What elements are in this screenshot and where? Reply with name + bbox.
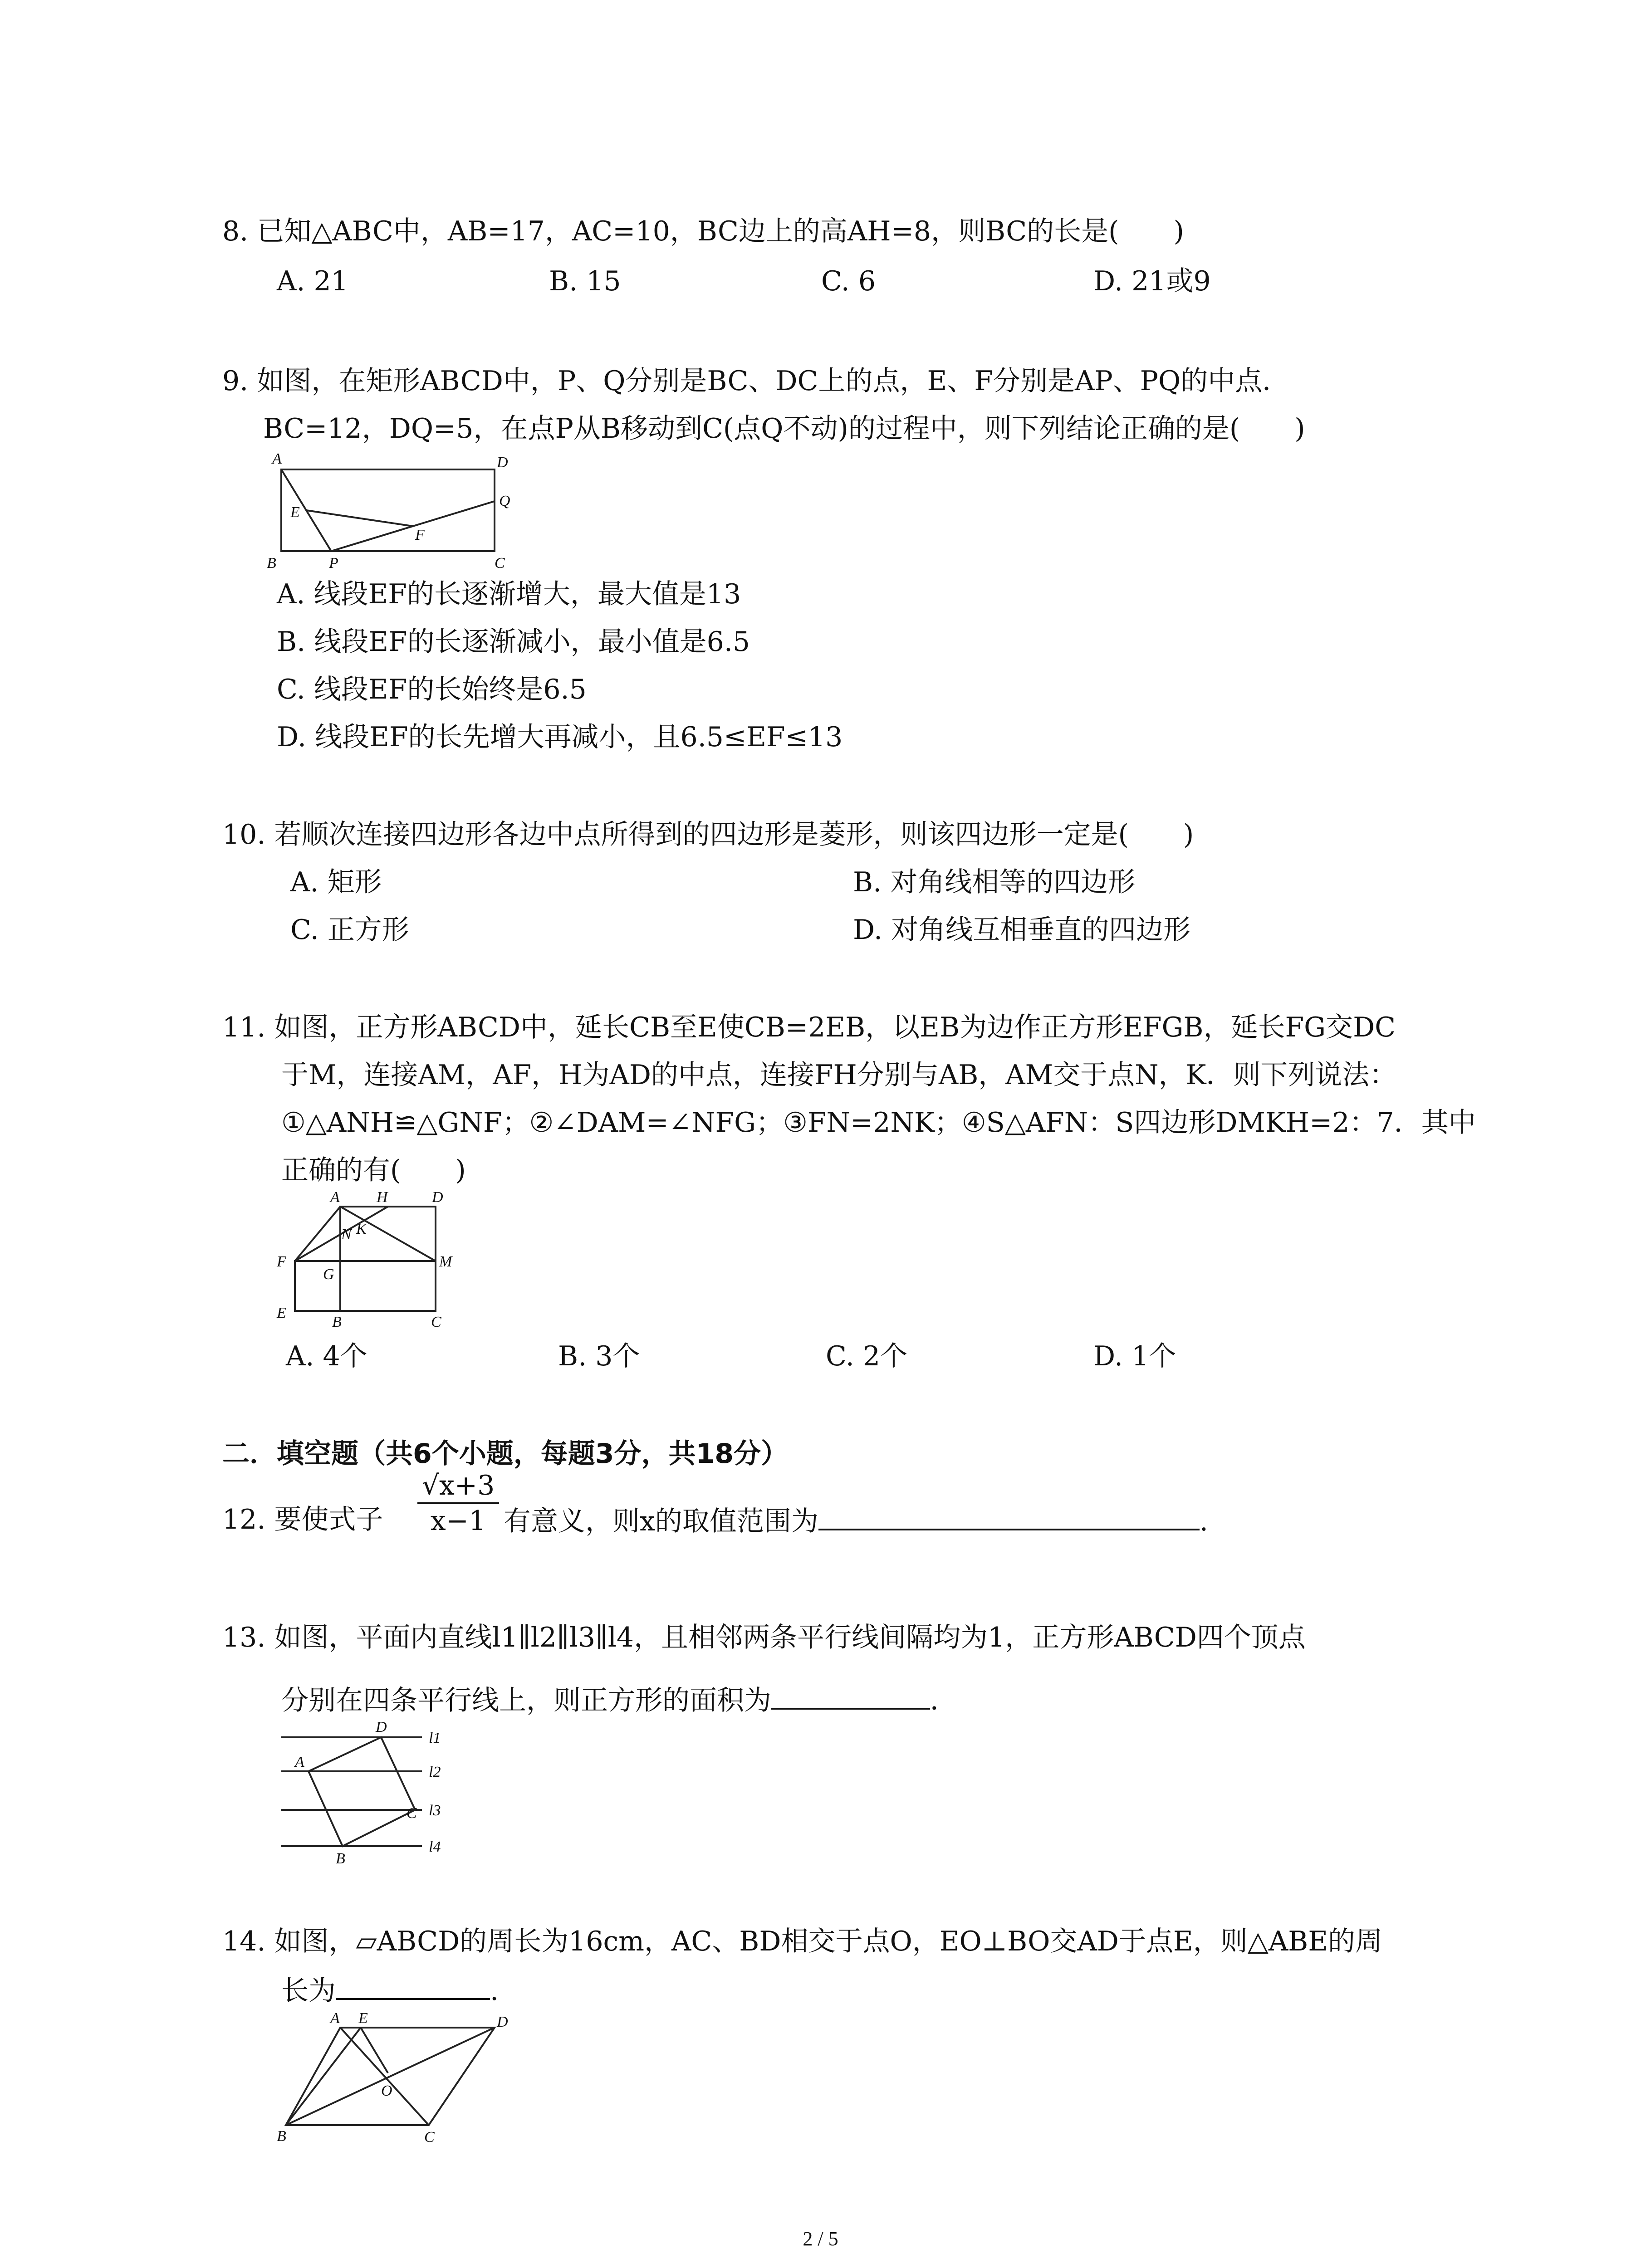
label-g: G [323,1266,334,1283]
q9-option-c: C. 线段EF的长始终是6.5 [277,674,587,705]
label-a: A [295,1754,304,1770]
label-l3: l3 [429,1802,441,1819]
label-q: Q [499,493,510,509]
q11-option-c: C. 2个 [826,1340,908,1372]
label-o: O [381,2082,392,2099]
label-b: B [277,2128,286,2145]
q13-stem-line2 [281,1681,957,1719]
diagonal-bd [286,2028,495,2125]
label-a: A [330,1189,340,1206]
label-a: A [272,450,282,467]
q10-option-a: A. 矩形 [290,866,382,898]
q8-option-d: D. 21或9 [1093,265,1211,297]
q13-stem-line1: 13. 如图，平面内直线l1∥l2∥l3∥l4，且相邻两条平行线间隔均为1，正方形ABCD四个顶点 [222,1622,1306,1653]
segment-ef [306,510,413,526]
segment-af [295,1207,340,1261]
q12-answer-blank[interactable] [818,1501,1200,1530]
segment-be [286,2028,361,2125]
label-f: F [277,1253,286,1270]
q8-option-b: B. 15 [549,265,621,297]
label-l1: l1 [429,1730,441,1746]
q13-end: ． [930,1685,957,1716]
fraction-bar [417,1502,499,1504]
q8-stem: 8. 已知△ABC中，AB=17，AC=10，BC边上的高AH=8，则BC的长是( ) [222,215,1184,247]
section-title-fill-in: 二．填空题（共6个小题，每题3分，共18分） [222,1438,788,1470]
q10-option-c: C. 正方形 [290,914,409,946]
label-l2: l2 [429,1764,441,1780]
label-b: B [336,1850,345,1867]
q11-stem-line4: 正确的有( ) [281,1154,466,1186]
q14-parallelogram-figure [272,2009,526,2146]
q12-denominator: x−1 [430,1505,486,1537]
q8-option-a: A. 21 [277,265,348,297]
label-k: K [356,1221,367,1237]
q9-stem-line1: 9. 如图，在矩形ABCD中，P、Q分别是BC、DC上的点，E、F分别是AP、PQ的中点． [222,365,1290,397]
label-l4: l4 [429,1838,441,1855]
label-b: B [332,1314,342,1330]
q13-parallel-lines-figure [277,1719,467,1869]
q13-stem-line2-text: 分别在四条平行线上，则正方形的面积为 [281,1685,771,1716]
square-abcd [309,1737,415,1846]
label-m: M [439,1253,452,1270]
q9-option-b: B. 线段EF的长逐渐减小，最小值是6.5 [277,626,750,658]
label-c: C [431,1314,441,1330]
label-d: D [497,454,508,471]
label-f: F [415,527,425,543]
q11-stem-line2: 于M，连接AM，AF，H为AD的中点，连接FH分别与AB，AM交于点N，K．则下列说法： [281,1059,1397,1091]
q14-stem-line2-text: 长为 [281,1975,336,2007]
q12-suffix [504,1501,1208,1540]
q11-square-figure [272,1188,472,1334]
q12-numerator: √x+3 [421,1470,495,1501]
square-abcd [340,1207,436,1311]
label-c: C [407,1805,417,1822]
q10-option-b: B. 对角线相等的四边形 [853,866,1136,898]
q11-option-a: A. 4个 [286,1340,367,1372]
label-b: B [267,555,276,572]
q13-answer-blank[interactable] [771,1681,930,1710]
label-h: H [377,1189,388,1206]
q14-stem-line1: 14. 如图，▱ABCD的周长为16cm，AC、BD相交于点O，EO⊥BO交AD于点E，则△ABE的周 [222,1926,1383,1957]
q11-stem-line3: ①△ANH≌△GNF；②∠DAM=∠NFG；③FN=2NK；④S△AFN：S四边形DMKH=2：7．其中 [281,1107,1476,1139]
q12-fraction [417,1470,499,1537]
q14-answer-blank[interactable] [336,1971,490,2000]
q12-end: . [1199,1505,1208,1537]
label-d: D [432,1189,443,1206]
label-p: P [329,555,338,572]
label-n: N [341,1226,352,1243]
q9-option-d: D. 线段EF的长先增大再减小，且6.5≤EF≤13 [277,721,843,753]
q8-option-c: C. 6 [821,265,876,297]
q11-stem-line1: 11. 如图，正方形ABCD中，延长CB至E使CB=2EB，以EB为边作正方形EFGB，延长FG交DC [222,1012,1396,1043]
label-e: E [277,1305,286,1321]
page-number: 2 / 5 [803,2228,838,2250]
label-d: D [376,1719,387,1735]
q14-end: . [490,1975,499,2007]
q11-option-d: D. 1个 [1093,1340,1176,1372]
label-c: C [424,2129,435,2146]
label-d: D [497,2014,508,2030]
q9-option-a: A. 线段EF的长逐渐增大，最大值是13 [277,578,741,610]
q12-suffix-text: 有意义，则x的取值范围为 [504,1505,818,1537]
q9-rectangle-figure [263,449,517,572]
q9-stem-line2: BC=12，DQ=5，在点P从B移动到C(点Q不动)的过程中，则下列结论正确的是( ) [263,413,1305,445]
q12-prefix: 12. 要使式子 [222,1504,383,1535]
diagonal-ac [340,2028,429,2125]
label-e: E [290,504,300,521]
segment-am [340,1207,436,1261]
label-a: A [330,2010,340,2027]
q11-option-b: B. 3个 [558,1340,640,1372]
label-e: E [358,2010,368,2027]
q10-option-d: D. 对角线互相垂直的四边形 [853,914,1191,946]
q14-stem-line2 [281,1971,499,2009]
q10-stem: 10. 若顺次连接四边形各边中点所得到的四边形是菱形，则该四边形一定是( ) [222,819,1194,850]
label-c: C [495,555,505,572]
